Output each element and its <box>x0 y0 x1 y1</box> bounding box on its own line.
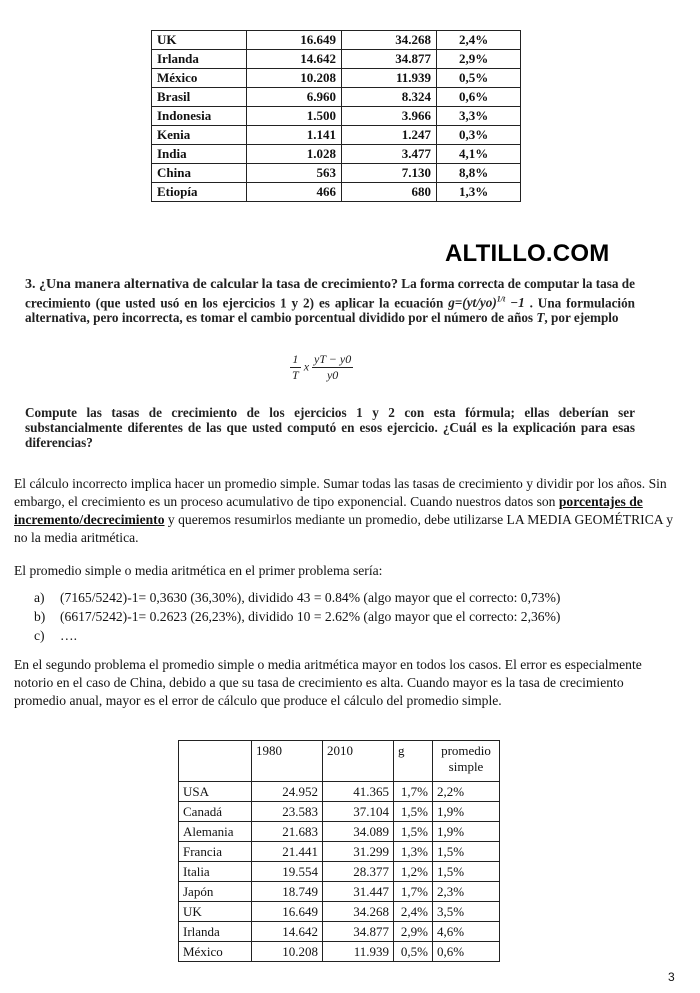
table-cell: 23.583 <box>252 802 323 822</box>
answer-paragraph-2: El promedio simple o media aritmética en el primer problema sería: <box>14 563 383 578</box>
incorrect-formula <box>290 352 353 383</box>
table-cell: 31.447 <box>323 882 394 902</box>
table-header-row <box>179 741 500 782</box>
growth-equation: $g=(yt/yo)^{1/t} -1$ <box>448 295 525 311</box>
table-row <box>179 922 500 942</box>
table-cell: 0,5% <box>394 942 433 962</box>
list-item: c) …. <box>34 628 77 643</box>
table-row <box>152 69 521 88</box>
table-cell: 28.377 <box>323 862 394 882</box>
table-row <box>179 802 500 822</box>
table-cell: 1,2% <box>394 862 433 882</box>
table-cell: 2,3% <box>433 882 500 902</box>
table-cell: 14.642 <box>252 922 323 942</box>
country-growth-table <box>151 30 521 202</box>
table-cell: 37.104 <box>323 802 394 822</box>
table-cell: 31.299 <box>323 842 394 862</box>
table-cell: 3.477 <box>342 145 437 164</box>
formula-numerator-1: 1 <box>290 352 301 368</box>
table-row <box>179 882 500 902</box>
table-cell: 2,4% <box>437 31 521 50</box>
table-cell: UK <box>179 902 252 922</box>
exercise-question <box>25 276 635 325</box>
formula-times: x <box>303 359 310 374</box>
table-cell: 2,4% <box>394 902 433 922</box>
table-cell: 563 <box>247 164 342 183</box>
table-cell: 1.500 <box>247 107 342 126</box>
table-cell: 34.268 <box>342 31 437 50</box>
table-cell: 21.441 <box>252 842 323 862</box>
table-cell: 1.247 <box>342 126 437 145</box>
formula-denominator-2: y0 <box>326 368 339 382</box>
table-cell: 3,3% <box>437 107 521 126</box>
table-cell: 466 <box>247 183 342 202</box>
question-text-3: , por ejemplo <box>544 310 619 326</box>
header-cell: promedio simple <box>433 741 500 782</box>
header-cell: 2010 <box>323 741 394 782</box>
table-cell: 1,5% <box>394 802 433 822</box>
table-cell: 0,6% <box>433 942 500 962</box>
list-item: a) (7165/5242)-1= 0,3630 (36,30%), dividido 43 = 0.84% (algo mayor que el correcto: 0,73%) <box>34 590 561 605</box>
table-cell: 1.141 <box>247 126 342 145</box>
table-cell: 34.089 <box>323 822 394 842</box>
table-cell: 16.649 <box>247 31 342 50</box>
table-cell: 14.642 <box>247 50 342 69</box>
table-row <box>179 862 500 882</box>
table-cell: 680 <box>342 183 437 202</box>
page-number: 3 <box>668 970 675 984</box>
list-item: b) (6617/5242)-1= 0.2623 (26,23%), dividido 10 = 2.62% (algo mayor que el correcto: 2,36%) <box>34 609 561 624</box>
table-row <box>179 842 500 862</box>
comparison-table <box>178 740 500 962</box>
table-cell: 1,3% <box>394 842 433 862</box>
answer-paragraph-3: En el segundo problema el promedio simple o media aritmética mayor en todos los casos. El error es especialmente notorio en el caso de China, debido a que su tasa de crecimiento es alta. Cuando mayor es la tasa de crecimiento promedio anual, mayor es el error de cálculo que produce el cálculo del promedio simple. <box>14 657 642 708</box>
table-cell: 3.966 <box>342 107 437 126</box>
table-cell: China <box>152 164 247 183</box>
table-cell: 34.877 <box>342 50 437 69</box>
table-cell: 10.208 <box>252 942 323 962</box>
table-cell: Japón <box>179 882 252 902</box>
header-cell: g <box>394 741 433 782</box>
table-cell: USA <box>179 782 252 802</box>
table-cell: Irlanda <box>179 922 252 942</box>
table-cell: 1,9% <box>433 822 500 842</box>
table-cell: 0,6% <box>437 88 521 107</box>
table-cell: 11.939 <box>323 942 394 962</box>
table-cell: 1,7% <box>394 882 433 902</box>
table-cell: 1,5% <box>433 842 500 862</box>
table-row <box>179 782 500 802</box>
answer-list <box>34 589 674 646</box>
table-cell: Canadá <box>179 802 252 822</box>
table-cell: 10.208 <box>247 69 342 88</box>
exercise-follow-up: Compute las tasas de crecimiento de los ejercicios 1 y 2 con esta fórmula; ellas deberían ser substancialmente diferentes de las que usted computó en esos ejercicio. ¿Cuál es la explicación para esas diferencias? <box>25 405 635 450</box>
question-text-1: La forma correcta de computar la tasa de crecimiento (que usted usó en los ejercicios 1 y 2) es aplicar la ecuación <box>25 276 635 311</box>
table-cell: 1.028 <box>247 145 342 164</box>
table-cell: 1,5% <box>433 862 500 882</box>
watermark: ALTILLO.COM <box>445 240 610 267</box>
table-cell: 11.939 <box>342 69 437 88</box>
table-row <box>152 50 521 69</box>
table-cell: 19.554 <box>252 862 323 882</box>
years-symbol: T <box>536 310 545 326</box>
table-cell: 1,3% <box>437 183 521 202</box>
table-row <box>152 88 521 107</box>
table-cell: 4,1% <box>437 145 521 164</box>
header-cell <box>179 741 252 782</box>
emphasis-text: porcentajes de incremento/decrecimiento <box>14 494 643 527</box>
table-cell: Francia <box>179 842 252 862</box>
table-cell: 1,5% <box>394 822 433 842</box>
table-cell: Brasil <box>152 88 247 107</box>
table-cell: 1,9% <box>433 802 500 822</box>
table-cell: 2,9% <box>437 50 521 69</box>
formula-denominator-1: T <box>292 368 299 382</box>
table-cell: 16.649 <box>252 902 323 922</box>
table-row <box>152 145 521 164</box>
table-cell: 0,3% <box>437 126 521 145</box>
table-cell: 18.749 <box>252 882 323 902</box>
table-row <box>152 31 521 50</box>
table-cell: UK <box>152 31 247 50</box>
table-cell: 6.960 <box>247 88 342 107</box>
table-cell: 3,5% <box>433 902 500 922</box>
table-cell: Italia <box>179 862 252 882</box>
table-cell: Indonesia <box>152 107 247 126</box>
answer-paragraph-1: El cálculo incorrecto implica hacer un promedio simple. Sumar todas las tasas de crecimiento y dividir por los años. Sin embargo, el crecimiento es un proceso acumulativo de tipo exponencial. Cuando nuestros datos son porcentajes de incremento/decrecimiento y queremos resumirlos mediante un promedio, debe utilizarse LA MEDIA GEOMÉTRICA y no la media aritmética. <box>14 476 674 545</box>
table-row <box>152 107 521 126</box>
table-cell: 24.952 <box>252 782 323 802</box>
table-row <box>152 164 521 183</box>
table-cell: India <box>152 145 247 164</box>
table-cell: 2,2% <box>433 782 500 802</box>
table-cell: 21.683 <box>252 822 323 842</box>
question-heading: 3. ¿Una manera alternativa de calcular la tasa de crecimiento? <box>25 277 398 292</box>
table-cell: 1,7% <box>394 782 433 802</box>
table-cell: 8,8% <box>437 164 521 183</box>
table-cell: Etiopía <box>152 183 247 202</box>
table-row <box>179 942 500 962</box>
formula-numerator-2: yT − y0 <box>314 352 352 366</box>
table-cell: 0,5% <box>437 69 521 88</box>
table-cell: 2,9% <box>394 922 433 942</box>
table-cell: 4,6% <box>433 922 500 942</box>
table-row <box>179 822 500 842</box>
table-cell: Alemania <box>179 822 252 842</box>
table-cell: 34.268 <box>323 902 394 922</box>
table-row <box>152 126 521 145</box>
table-cell: México <box>152 69 247 88</box>
table-cell: 41.365 <box>323 782 394 802</box>
table-cell: Kenia <box>152 126 247 145</box>
table-row <box>179 902 500 922</box>
table-cell: 34.877 <box>323 922 394 942</box>
table-cell: 8.324 <box>342 88 437 107</box>
table-cell: Irlanda <box>152 50 247 69</box>
question-text-2: . Una formulación alternativa, pero incorrecta, es tomar el cambio porcentual dividido por el número de años <box>25 295 636 326</box>
table-cell: 7.130 <box>342 164 437 183</box>
header-cell: 1980 <box>252 741 323 782</box>
table-row <box>152 183 521 202</box>
table-cell: México <box>179 942 252 962</box>
